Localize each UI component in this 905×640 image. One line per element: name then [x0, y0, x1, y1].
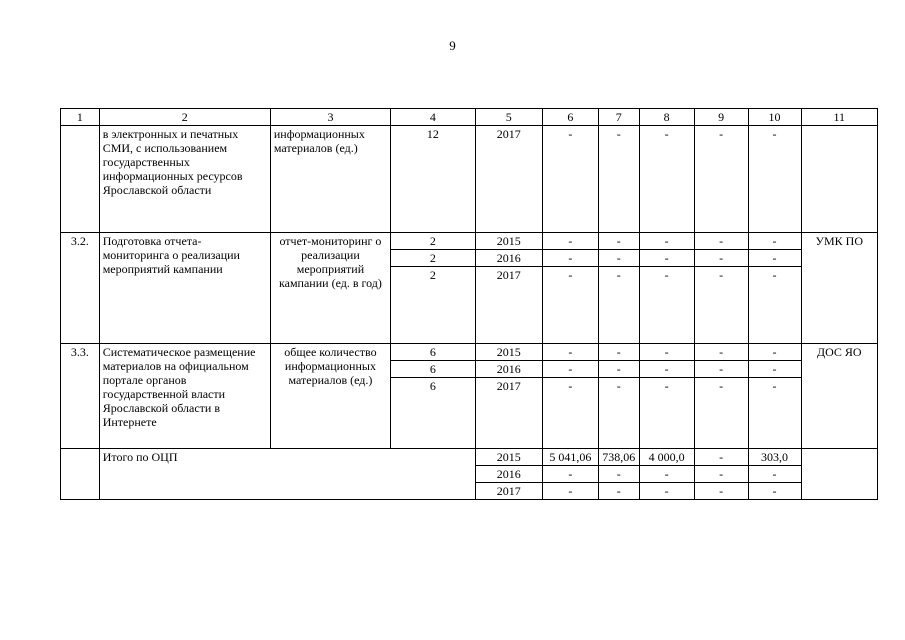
- value-cell: -: [598, 361, 639, 378]
- item-name-cell: в электронных и печатных СМИ, с использованием государственных информационных ресурсов Ярославской области: [99, 126, 270, 233]
- value-cell: 738,06: [598, 449, 639, 466]
- header-row: [61, 109, 878, 126]
- quantity-cell: 6: [391, 361, 476, 378]
- table-row: [61, 126, 878, 233]
- quantity-cell: 6: [391, 344, 476, 361]
- value-cell: -: [542, 344, 598, 361]
- header-cell: 9: [694, 109, 748, 126]
- header-cell: 10: [748, 109, 801, 126]
- year-cell: 2017: [475, 267, 542, 344]
- header-cell: 4: [391, 109, 476, 126]
- value-cell: -: [694, 267, 748, 344]
- item-number-cell: 3.2.: [61, 233, 100, 344]
- value-cell: -: [542, 361, 598, 378]
- value-cell: -: [639, 378, 694, 449]
- value-cell: -: [542, 267, 598, 344]
- year-cell: 2017: [475, 483, 542, 500]
- executor-cell: [801, 449, 877, 500]
- header-cell: 11: [801, 109, 877, 126]
- value-cell: -: [694, 233, 748, 250]
- value-cell: -: [639, 466, 694, 483]
- value-cell: 303,0: [748, 449, 801, 466]
- program-table: [60, 108, 878, 500]
- item-number-cell: [61, 449, 100, 500]
- total-row: [61, 449, 878, 466]
- total-label-cell: Итого по ОЦП: [99, 449, 475, 500]
- value-cell: -: [694, 449, 748, 466]
- value-cell: -: [748, 250, 801, 267]
- value-cell: -: [598, 250, 639, 267]
- header-cell: 1: [61, 109, 100, 126]
- value-cell: -: [748, 466, 801, 483]
- value-cell: -: [639, 344, 694, 361]
- value-cell: -: [748, 126, 801, 233]
- item-name-cell: Подготовка отчета-мониторинга о реализации мероприятий кампании: [99, 233, 270, 344]
- value-cell: -: [694, 344, 748, 361]
- value-cell: -: [694, 361, 748, 378]
- year-cell: 2016: [475, 361, 542, 378]
- year-cell: 2017: [475, 378, 542, 449]
- year-cell: 2015: [475, 344, 542, 361]
- value-cell: -: [542, 378, 598, 449]
- header-cell: 7: [598, 109, 639, 126]
- unit-cell: общее количество информационных материалов (ед.): [270, 344, 390, 449]
- executor-cell: ДОС ЯО: [801, 344, 877, 449]
- value-cell: -: [694, 466, 748, 483]
- value-cell: -: [639, 483, 694, 500]
- year-cell: 2015: [475, 233, 542, 250]
- value-cell: -: [748, 483, 801, 500]
- value-cell: -: [598, 466, 639, 483]
- item-number-cell: 3.3.: [61, 344, 100, 449]
- quantity-cell: 2: [391, 250, 476, 267]
- quantity-cell: 12: [391, 126, 476, 233]
- table-row: [61, 344, 878, 361]
- header-cell: 6: [542, 109, 598, 126]
- value-cell: -: [748, 267, 801, 344]
- year-cell: 2017: [475, 126, 542, 233]
- header-cell: 5: [475, 109, 542, 126]
- value-cell: -: [639, 267, 694, 344]
- value-cell: 5 041,06: [542, 449, 598, 466]
- year-cell: 2016: [475, 250, 542, 267]
- table-row: [61, 233, 878, 250]
- value-cell: -: [694, 250, 748, 267]
- value-cell: -: [598, 378, 639, 449]
- unit-cell: отчет-мониторинг о реализации мероприятий кампании (ед. в год): [270, 233, 390, 344]
- value-cell: -: [542, 126, 598, 233]
- value-cell: -: [748, 361, 801, 378]
- value-cell: -: [542, 483, 598, 500]
- header-cell: 8: [639, 109, 694, 126]
- unit-cell: информационных материалов (ед.): [270, 126, 390, 233]
- value-cell: -: [542, 233, 598, 250]
- item-number-cell: [61, 126, 100, 233]
- value-cell: -: [694, 483, 748, 500]
- year-cell: 2015: [475, 449, 542, 466]
- value-cell: 4 000,0: [639, 449, 694, 466]
- value-cell: -: [639, 250, 694, 267]
- value-cell: -: [694, 126, 748, 233]
- value-cell: -: [598, 483, 639, 500]
- value-cell: -: [598, 126, 639, 233]
- value-cell: -: [639, 126, 694, 233]
- value-cell: -: [694, 378, 748, 449]
- page-number: 9: [449, 38, 456, 53]
- value-cell: -: [598, 267, 639, 344]
- item-name-cell: Систематическое размещение материалов на официальном портале органов государственной власти Ярославской области в Интернете: [99, 344, 270, 449]
- value-cell: -: [639, 361, 694, 378]
- value-cell: -: [748, 378, 801, 449]
- executor-cell: [801, 126, 877, 233]
- executor-cell: УМК ПО: [801, 233, 877, 344]
- header-cell: 2: [99, 109, 270, 126]
- quantity-cell: 2: [391, 267, 476, 344]
- value-cell: -: [598, 344, 639, 361]
- value-cell: -: [748, 233, 801, 250]
- value-cell: -: [639, 233, 694, 250]
- value-cell: -: [542, 250, 598, 267]
- header-cell: 3: [270, 109, 390, 126]
- quantity-cell: 2: [391, 233, 476, 250]
- value-cell: -: [542, 466, 598, 483]
- quantity-cell: 6: [391, 378, 476, 449]
- value-cell: -: [598, 233, 639, 250]
- year-cell: 2016: [475, 466, 542, 483]
- value-cell: -: [748, 344, 801, 361]
